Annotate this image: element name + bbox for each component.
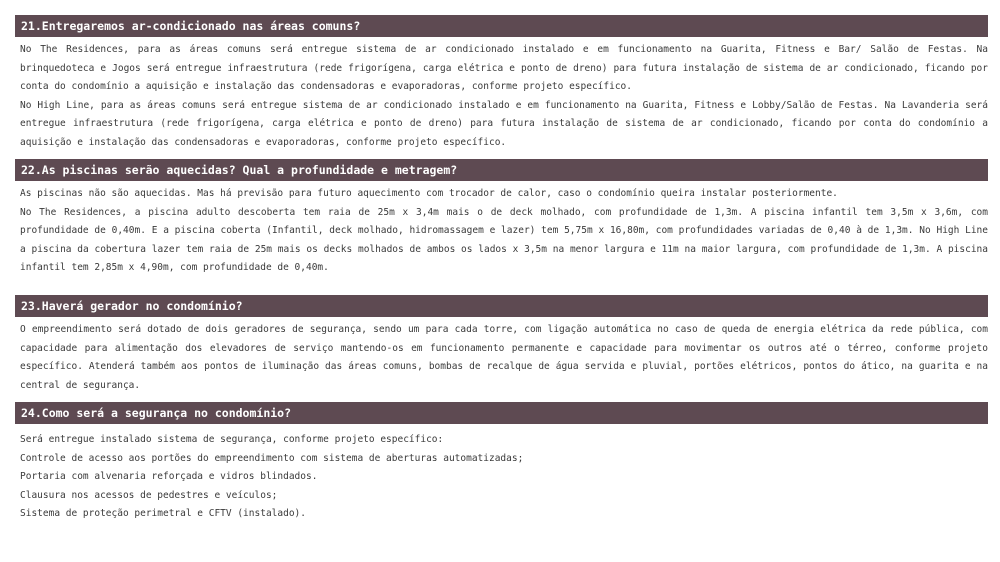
- paragraph: No The Residences, para as áreas comuns será entregue sistema de ar condicionado instalado e em funcionamento na Guarita, Fitness e Bar/ Salão de Festas. Na brinquedoteca e Jogos será entregue infraestrutura (rede frigorígena, carga elétrica e ponto de dreno) para futura instalação de sistema de ar condicionado, ficando por conta do condomínio a aquisição e instalação das condensadoras e evaporadoras, conforme projeto específico.: [20, 44, 988, 92]
- section-title: 23.Haverá gerador no condomínio?: [15, 295, 988, 317]
- paragraph: As piscinas não são aquecidas. Mas há previsão para futuro aquecimento com trocador de calor, caso o condomínio queira instalar posteriormente.: [20, 188, 838, 199]
- paragraph: No High Line, para as áreas comuns será entregue sistema de ar condicionado instalado e em funcionamento na Guarita, Fitness e Lobby/Salão de Festas. Na Lavanderia será entregue infraestrutura (rede frigorígena, carga elétrica e ponto de dreno) para futura instalação de sistema de ar condicionado, ficando por conta do condomínio a aquisição e instalação das condensadoras e evaporadoras, conforme projeto específico.: [20, 99, 988, 148]
- section-body: [15, 37, 988, 152]
- section-title: 22.As piscinas serão aquecidas? Qual a profundidade e metragem?: [15, 159, 988, 181]
- list-item: Será entregue instalado sistema de segurança, conforme projeto específico:: [20, 434, 444, 445]
- section-title: 21.Entregaremos ar-condicionado nas áreas comuns?: [15, 15, 988, 37]
- paragraph: No The Residences, a piscina adulto descoberta tem raia de 25m x 3,4m mais o de deck molhado, com profundidade de 1,3m. A piscina infantil tem 3,5m x 3,6m, com profundidade de 0,40m. E a piscina coberta (Infantil, deck molhado, hidromassagem e lazer) tem 5,75m x 16,80m, com profundidades variadas de 0,40 à de 1,3m. No High Line a piscina da cobertura lazer tem raia de 25m mais os decks molhados de ambos os lados x 3,5m na menor largura e 11m na maior largura, com profundidade de 1,3m. A piscina infantil tem 2,85m x 4,90m, com profundidade de 0,40m.: [20, 206, 988, 273]
- list-item: Controle de acesso aos portões do empreendimento com sistema de aberturas automatizadas;: [20, 452, 524, 464]
- faq-section-21: [15, 15, 988, 152]
- section-body: [15, 317, 988, 395]
- section-body: [15, 424, 988, 524]
- faq-section-24: [15, 402, 988, 524]
- faq-section-23: [15, 295, 988, 395]
- faq-section-22: [15, 159, 988, 278]
- list-item: Sistema de proteção perimetral e CFTV (instalado).: [20, 508, 306, 519]
- section-body: [15, 181, 988, 278]
- list-item: Clausura nos acessos de pedestres e veículos;: [20, 489, 278, 501]
- paragraph: O empreendimento será dotado de dois geradores de segurança, sendo um para cada torre, com ligação automática no caso de queda de energia elétrica da rede pública, com capacidade para alimentação dos elevadores de serviço mantendo-os em funcionamento permanente e capacidade para movimentar os outros até o térreo, conforme projeto específico. Atenderá também aos pontos de iluminação das áreas comuns, bombas de recalque de água servida e pluvial, portões elétricos, pontos do ático, na guarita e na central de segurança.: [20, 324, 988, 391]
- section-title: 24.Como será a segurança no condomínio?: [15, 402, 988, 424]
- list-item: Portaria com alvenaria reforçada e vidros blindados.: [20, 471, 318, 482]
